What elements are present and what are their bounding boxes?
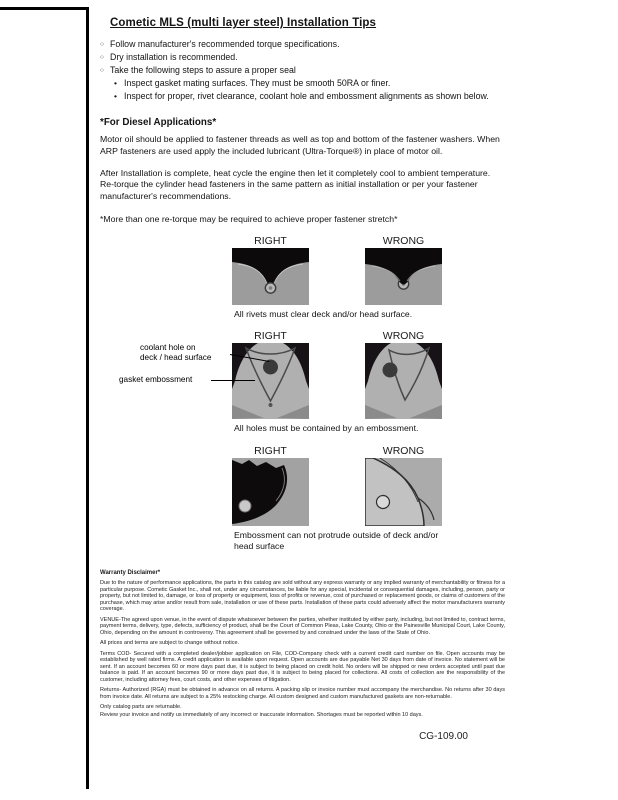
- filled-bullet-icon: •: [114, 78, 117, 88]
- disclaimer-paragraph: Review your invoice and notify us immediately of any incorrect or inaccurate information. Shortages must be reported within 10 days.: [100, 711, 423, 718]
- diagram-section: [119, 234, 508, 553]
- annotation-pointer-line: [211, 380, 255, 381]
- open-bullet-icon: ○: [100, 67, 104, 74]
- disclaimer-paragraph: Terms COD- Secured with a completed dealer/jobber application on File, COD-Company check with a current credit card number on file. Open accounts may be established by well rated firms. A credit application is available upon request. Open accounts are due payable Net 30 days from date of invoice. No statement will be sent. If an account becomes 60 or more days past due, it is subject to being placed on credit hold. No orders will be shipped or new orders accepted until past due balance is paid. If an account becomes 90 or more days past due, it is subject to being placed for collections. All costs of collection are the responsibility of the customer, including attorney fees, court costs, and other expenses of litigation.: [100, 650, 505, 683]
- tip-text: Follow manufacturer's recommended torque specifications.: [110, 39, 340, 49]
- protrusion-right-diagram: [232, 458, 309, 526]
- open-bullet-icon: ○: [100, 41, 104, 48]
- tip-item: [100, 38, 508, 51]
- rivet-clearance-wrong-diagram: [365, 248, 442, 305]
- right-label: RIGHT: [254, 444, 287, 457]
- diagram-wrong-column: [365, 234, 442, 305]
- holes-caption: All holes must be contained by an embossment.: [234, 423, 419, 434]
- page-title: Cometic MLS (multi layer steel) Installation Tips: [110, 17, 377, 29]
- diagram-wrong-column: [365, 329, 442, 419]
- coolant-annotation-line2: deck / head surface: [140, 353, 212, 363]
- diagram-right-column: [232, 329, 309, 419]
- retorque-note: *More than one re-torque may be required to achieve proper fastener stretch*: [100, 213, 398, 224]
- wrong-label: WRONG: [382, 330, 425, 343]
- diagram-right-column: [232, 234, 309, 305]
- wrong-label: WRONG: [382, 234, 425, 247]
- coolant-annotation-line1: coolant hole on: [140, 343, 196, 353]
- gasket-embossment-annotation: gasket embossment: [119, 375, 193, 385]
- embossment-containment-wrong-diagram: [365, 343, 442, 419]
- installation-tips-list: [100, 38, 508, 103]
- tip-item: [100, 64, 508, 77]
- disclaimer-paragraph: Due to the nature of performance applications, the parts in this catalog are sold without any express warranty or any implied warranty of merchantability or fitness for a particular purpose. Cometic Gasket Inc., shall not, under any circumstances, be liable for any special, incidental or consequential damages, including, person, party or property, but not limited to, damage, or loss of property or equipment, loss of profits or revenue, cost of purchased or replacement goods, or claims of customers of the purchase, which may arise and/or result from sale, installation or use of these parts. Installation of these parts could adversely affect the motor manufacturers warranty coverage.: [100, 580, 505, 613]
- page-edge-mark-left: [86, 7, 89, 789]
- tip-sub-item: [100, 90, 508, 103]
- right-label: RIGHT: [254, 234, 287, 247]
- diagram-right-column: [232, 444, 309, 526]
- rivet-caption: All rivets must clear deck and/or head surface.: [234, 308, 413, 319]
- disclaimer-heading: Warranty Disclaimer*: [100, 569, 161, 576]
- disclaimer-paragraph: All prices and terms are subject to change without notice.: [100, 640, 240, 647]
- disclaimer-paragraph: VENUE-The agreed upon venue, in the event of dispute whatsoever between the parties, whether instituted by either party, including, but not limited to, contract terms, payment terms, delivery, type, defects, sufficiency of product, shall be the Court of Common Pleas, Lake County, Ohio or the Painesville Municipal Court, Lake County, Ohio, depending on the amount in controversy. This agreement shall be governed by and construed under the laws of the State of Ohio.: [100, 616, 505, 636]
- protrusion-caption: Embossment can not protrude outside of deck and/or head surface: [234, 529, 439, 552]
- coolant-hole-annotation: [140, 343, 211, 362]
- protrusion-wrong-diagram: [365, 458, 442, 526]
- tip-text: Inspect gasket mating surfaces. They must be smooth 50RA or finer.: [124, 78, 391, 88]
- warranty-disclaimer: [100, 570, 505, 719]
- open-bullet-icon: ○: [100, 54, 104, 61]
- tip-sub-item: [100, 77, 508, 90]
- diesel-paragraph-2: After Installation is complete, heat cycle the engine then let it completely cool to ambient temperature. Re-torque the cylinder head fasteners in the same pattern as initial installation or per your fastener manufacturer's recommendations.: [100, 167, 491, 202]
- diagram-row-holes: [119, 329, 508, 419]
- right-label: RIGHT: [254, 330, 287, 343]
- filled-bullet-icon: •: [114, 91, 117, 101]
- embossment-containment-right-diagram: [232, 343, 309, 419]
- disclaimer-paragraph: Only catalog parts are returnable.: [100, 704, 182, 711]
- page-edge-mark-top: [0, 7, 89, 10]
- diagram-row-rivets: [232, 234, 508, 305]
- tip-text: Inspect for proper, rivet clearance, coolant hole and embossment alignments as shown below.: [124, 91, 489, 101]
- tip-text: Dry installation is recommended.: [110, 52, 238, 62]
- disclaimer-paragraph: Returns- Authorized (RGA) must be obtained in advance on all returns. A packing slip or invoice number must accompany the merchandise. No returns after 30 days from invoice date. All returns are subject to a 25% restocking charge. All custom designed and custom manufactured gaskets are non-returnable.: [100, 687, 505, 700]
- diagram-wrong-column: [365, 444, 442, 526]
- wrong-label: WRONG: [382, 444, 425, 457]
- diesel-paragraph-1: Motor oil should be applied to fastener threads as well as top and bottom of the fastener washers. When ARP fasteners are used apply the included lubricant (Ultra-Torque®) in place of motor oil.: [100, 134, 500, 156]
- diesel-applications-heading: *For Diesel Applications*: [100, 117, 217, 128]
- rivet-clearance-right-diagram: [232, 248, 309, 305]
- tip-text: Take the following steps to assure a proper seal: [110, 65, 296, 75]
- tip-item: [100, 51, 508, 64]
- diagram-row-protrusion: [232, 444, 508, 526]
- page-content: [100, 17, 508, 742]
- document-number: CG-109.00: [419, 731, 468, 743]
